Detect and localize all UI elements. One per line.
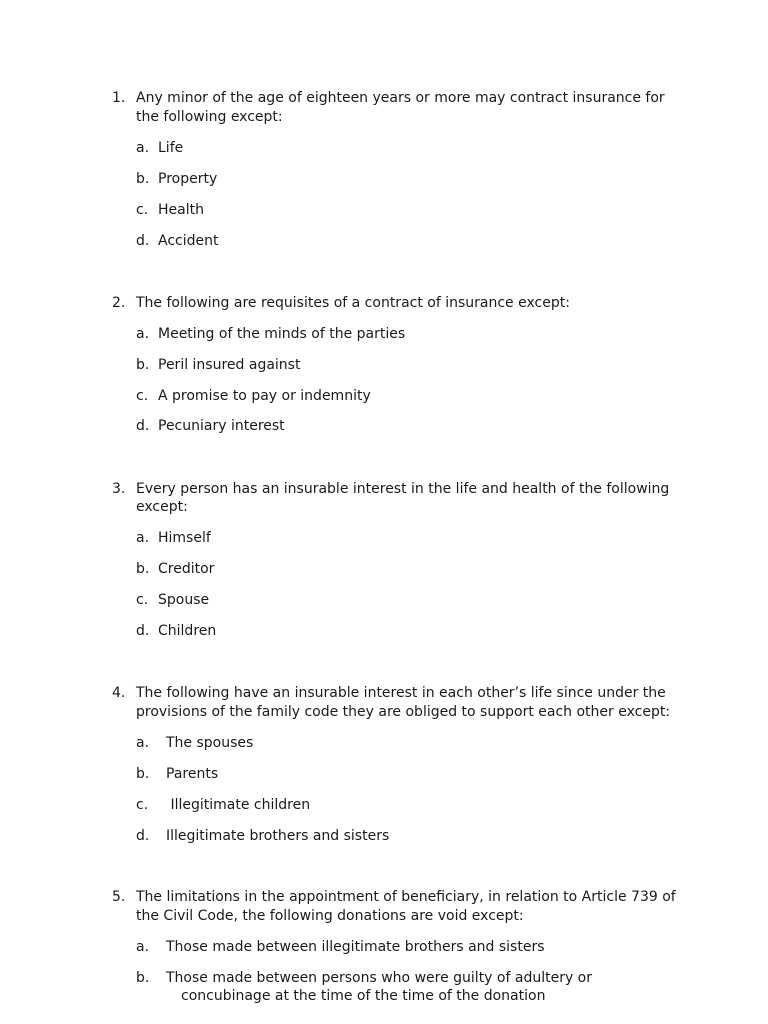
question-2-option-c-text: A promise to pay or indemnity [158,388,371,404]
question-3-option-c-letter: c. [136,592,149,608]
question-3-option-c-text: Spouse [158,592,210,608]
question-4-option-b-text: Parents [166,766,219,782]
question-3-text-line-2: except: [136,499,188,515]
question-1-number: 1. [112,90,126,106]
question-2-option-a-text: Meeting of the minds of the parties [158,326,406,342]
question-3-option-a-letter: a. [136,530,150,546]
question-5-text-line-2: the Civil Code, the following donations are void except: [136,908,524,924]
question-4-option-d-text: Illegitimate brothers and sisters [166,828,390,844]
question-4-option-a-letter: a. [136,735,150,751]
question-2-option-b-letter: b. [136,357,150,373]
question-1-option-d-letter: d. [136,233,150,249]
question-2-number: 2. [112,295,126,311]
question-4-option-c-text: Illegitimate children [166,797,311,813]
question-1-option-c-text: Health [158,202,204,218]
question-3-option-a-text: Himself [158,530,211,546]
question-1-option-a-letter: a. [136,140,150,156]
question-2-option-d-text: Pecuniary interest [158,418,285,434]
question-5-text-line-1: The limitations in the appointment of beneficiary, in relation to Article 739 of [136,889,676,905]
question-2-option-b-text: Peril insured against [158,357,301,373]
question-3-option-b-letter: b. [136,561,150,577]
question-5-number: 5. [112,889,126,905]
question-5-option-a-letter: a. [136,939,150,955]
question-2-option-c-letter: c. [136,388,149,404]
question-5-option-b-text: Those made between persons who were guilty of adultery or [166,970,593,986]
question-4-text-line-1: The following have an insurable interest in each other’s life since under the [136,685,666,701]
question-2-option-d-letter: d. [136,418,150,434]
question-3-option-d-text: Children [158,623,217,639]
question-4-text-line-2: provisions of the family code they are obliged to support each other except: [136,704,671,720]
question-5-option-b-continuation: concubinage at the time of the time of the donation [181,988,546,1004]
question-1-option-a-text: Life [158,140,184,156]
question-4-option-d-letter: d. [136,828,150,844]
question-5-option-a-text: Those made between illegitimate brothers and sisters [166,939,545,955]
question-1-option-b-letter: b. [136,171,150,187]
question-5-option-b-letter: b. [136,970,150,986]
question-1-text-line-2: the following except: [136,109,283,125]
question-3-option-d-letter: d. [136,623,150,639]
question-1-option-d-text: Accident [158,233,219,249]
question-2-option-a-letter: a. [136,326,150,342]
question-3-text-line-1: Every person has an insurable interest in the life and health of the following [136,481,670,497]
question-1-option-b-text: Property [158,171,218,187]
question-2-text-line-1: The following are requisites of a contract of insurance except: [136,295,570,311]
question-1-text-line-1: Any minor of the age of eighteen years or more may contract insurance for [136,90,665,106]
question-1-option-c-letter: c. [136,202,149,218]
question-3-option-b-text: Creditor [158,561,215,577]
question-3-number: 3. [112,481,126,497]
question-4-option-c-letter: c. [136,797,149,813]
question-4-option-b-letter: b. [136,766,150,782]
question-4-number: 4. [112,685,126,701]
question-4-option-a-text: The spouses [166,735,254,751]
